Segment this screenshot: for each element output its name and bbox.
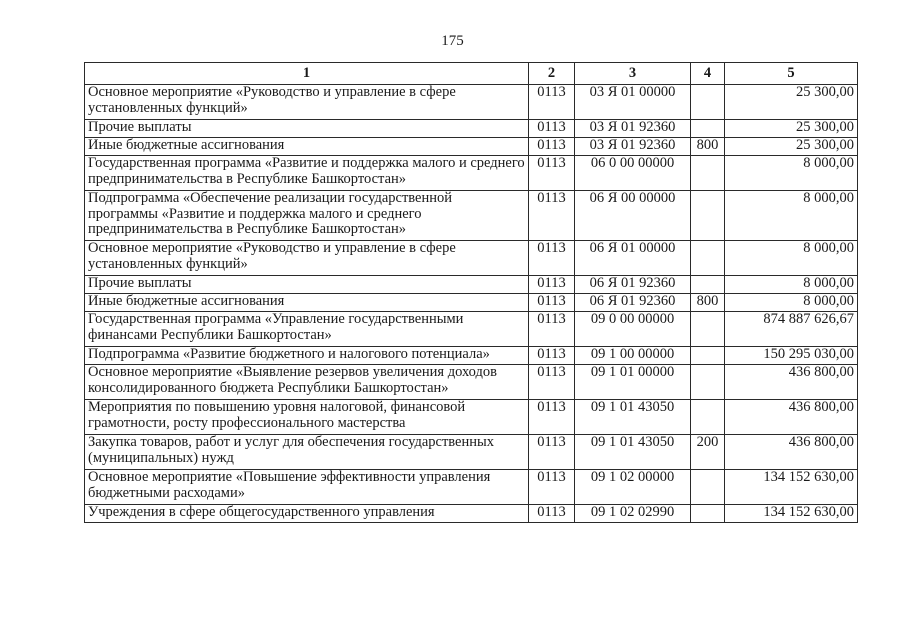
row-amount: 25 300,00: [725, 85, 858, 120]
row-amount: 150 295 030,00: [725, 347, 858, 365]
row-type: 800: [691, 294, 725, 312]
row-type: 800: [691, 138, 725, 156]
row-name: Основное мероприятие «Руководство и управление в сфере установленных функций»: [85, 85, 529, 120]
table-row: [85, 347, 858, 365]
budget-table: [84, 62, 858, 523]
row-amount: 134 152 630,00: [725, 505, 858, 523]
row-section: 0113: [529, 470, 575, 505]
row-name: Государственная программа «Развитие и поддержка малого и среднего предпринимательства в Республике Башкортостан»: [85, 156, 529, 191]
row-type: [691, 276, 725, 294]
table-row: [85, 120, 858, 138]
page-number: 175: [441, 33, 464, 49]
row-type: [691, 156, 725, 191]
row-section: 0113: [529, 347, 575, 365]
row-type: [691, 191, 725, 241]
row-code: 06 0 00 00000: [575, 156, 691, 191]
row-type: [691, 470, 725, 505]
row-name: Основное мероприятие «Руководство и управление в сфере установленных функций»: [85, 241, 529, 276]
table-row: [85, 365, 858, 400]
row-code: 06 Я 01 92360: [575, 276, 691, 294]
row-name: Учреждения в сфере общегосударственного управления: [85, 505, 529, 523]
row-name: Мероприятия по повышению уровня налоговой, финансовой грамотности, росту профессионального мастерства: [85, 400, 529, 435]
table-row: [85, 470, 858, 505]
row-amount: 25 300,00: [725, 120, 858, 138]
row-type: [691, 85, 725, 120]
row-type: [691, 241, 725, 276]
table-row: [85, 241, 858, 276]
table-row: [85, 400, 858, 435]
row-amount: 436 800,00: [725, 400, 858, 435]
row-code: 09 0 00 00000: [575, 312, 691, 347]
row-type: [691, 505, 725, 523]
row-code: 03 Я 01 92360: [575, 138, 691, 156]
row-name: Закупка товаров, работ и услуг для обеспечения государственных (муниципальных) нужд: [85, 435, 529, 470]
table-row: [85, 294, 858, 312]
row-name: Прочие выплаты: [85, 120, 529, 138]
row-amount: 436 800,00: [725, 435, 858, 470]
row-section: 0113: [529, 365, 575, 400]
row-code: 09 1 02 00000: [575, 470, 691, 505]
row-code: 09 1 00 00000: [575, 347, 691, 365]
row-section: 0113: [529, 120, 575, 138]
row-type: [691, 347, 725, 365]
row-amount: 874 887 626,67: [725, 312, 858, 347]
row-amount: 25 300,00: [725, 138, 858, 156]
row-amount: 8 000,00: [725, 241, 858, 276]
table-row: [85, 312, 858, 347]
row-code: 03 Я 01 00000: [575, 85, 691, 120]
row-type: 200: [691, 435, 725, 470]
header-section: 2: [529, 63, 575, 85]
header-type: 4: [691, 63, 725, 85]
row-type: [691, 400, 725, 435]
row-code: 06 Я 01 92360: [575, 294, 691, 312]
row-name: Иные бюджетные ассигнования: [85, 138, 529, 156]
row-amount: 134 152 630,00: [725, 470, 858, 505]
table-row: [85, 191, 858, 241]
row-amount: 8 000,00: [725, 156, 858, 191]
row-section: 0113: [529, 156, 575, 191]
table-row: [85, 85, 858, 120]
row-code: 09 1 01 43050: [575, 435, 691, 470]
row-amount: 8 000,00: [725, 191, 858, 241]
table-row: [85, 138, 858, 156]
row-section: 0113: [529, 191, 575, 241]
row-name: Подпрограмма «Обеспечение реализации государственной программы «Развитие и поддержка малого и среднего предпринимательства в Республике Башкортостан»: [85, 191, 529, 241]
row-code: 09 1 01 43050: [575, 400, 691, 435]
header-amount: 5: [725, 63, 858, 85]
row-type: [691, 120, 725, 138]
row-name: Подпрограмма «Развитие бюджетного и налогового потенциала»: [85, 347, 529, 365]
row-section: 0113: [529, 400, 575, 435]
row-type: [691, 312, 725, 347]
table-row: [85, 156, 858, 191]
row-amount: 8 000,00: [725, 276, 858, 294]
row-amount: 8 000,00: [725, 294, 858, 312]
row-code: 09 1 02 02990: [575, 505, 691, 523]
row-name: Иные бюджетные ассигнования: [85, 294, 529, 312]
row-section: 0113: [529, 241, 575, 276]
row-section: 0113: [529, 312, 575, 347]
row-code: 06 Я 00 00000: [575, 191, 691, 241]
header-name: 1: [85, 63, 529, 85]
row-name: Основное мероприятие «Повышение эффективности управления бюджетными расходами»: [85, 470, 529, 505]
row-name: Государственная программа «Управление государственными финансами Республики Башкортостан»: [85, 312, 529, 347]
table-row: [85, 276, 858, 294]
row-amount: 436 800,00: [725, 365, 858, 400]
header-code: 3: [575, 63, 691, 85]
row-section: 0113: [529, 276, 575, 294]
row-code: 06 Я 01 00000: [575, 241, 691, 276]
row-code: 03 Я 01 92360: [575, 120, 691, 138]
header-row: [85, 63, 858, 85]
row-section: 0113: [529, 138, 575, 156]
row-section: 0113: [529, 435, 575, 470]
table-row: [85, 505, 858, 523]
row-name: Прочие выплаты: [85, 276, 529, 294]
row-section: 0113: [529, 294, 575, 312]
row-name: Основное мероприятие «Выявление резервов увеличения доходов консолидированного бюджета Республики Башкортостан»: [85, 365, 529, 400]
table-row: [85, 435, 858, 470]
row-code: 09 1 01 00000: [575, 365, 691, 400]
row-section: 0113: [529, 505, 575, 523]
row-section: 0113: [529, 85, 575, 120]
row-type: [691, 365, 725, 400]
